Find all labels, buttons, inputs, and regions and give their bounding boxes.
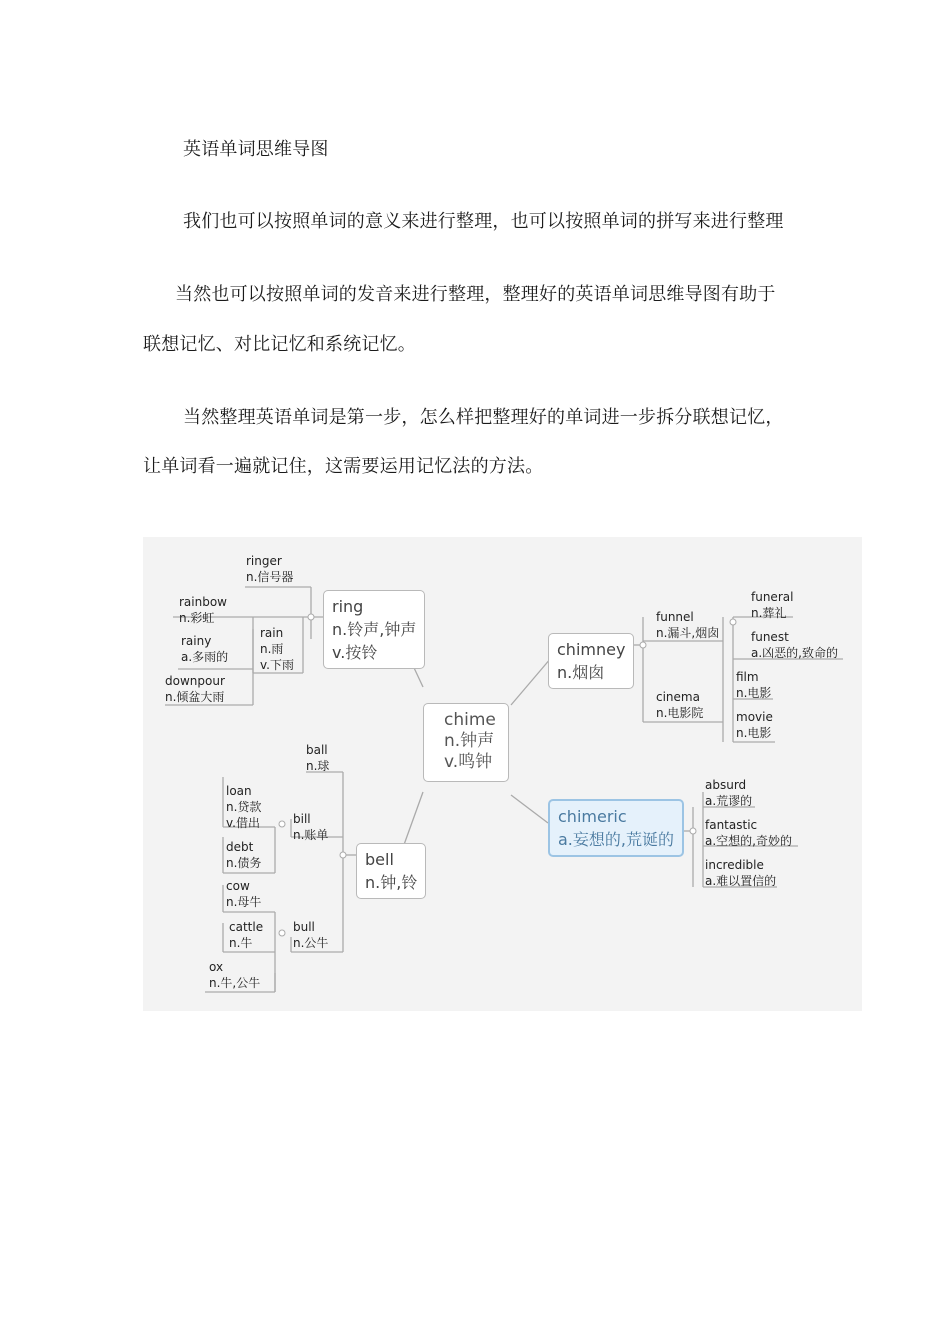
node-chimney-word: chimney: [557, 640, 626, 659]
node-bell-meaning: n.钟,铃: [365, 873, 418, 892]
node-chimney: [548, 633, 634, 689]
node-ox: ox n.牛,公牛: [209, 960, 261, 990]
node-chime: [423, 703, 509, 782]
node-loan: loan n.贷款 v.借出: [226, 784, 262, 830]
node-ring-word: ring: [332, 597, 364, 616]
node-debt: debt n.债务: [226, 840, 262, 870]
node-fantastic: fantastic a.空想的,奇妙的: [705, 818, 792, 848]
node-funest: funest a.凶恶的,致命的: [751, 630, 838, 660]
node-chimeric-word: chimeric: [558, 807, 627, 826]
paragraph-3-line-2: 让单词看一遍就记住，这需要运用记忆法的方法。: [143, 456, 544, 477]
paragraph-1: 我们也可以按照单词的意义来进行整理，也可以按照单词的拼写来进行整理: [183, 211, 784, 232]
node-cattle: cattle n.牛: [229, 920, 264, 950]
node-rainy: rainy a.多雨的: [181, 634, 229, 664]
node-cinema: cinema n.电影院: [656, 690, 704, 720]
node-funnel: funnel n.漏斗,烟囱: [656, 610, 720, 640]
node-chimney-meaning: n.烟囱: [557, 663, 605, 682]
paragraph-2-line-2: 联想记忆、对比记忆和系统记忆。: [143, 334, 416, 355]
node-ring-meaning-2: v.按铃: [332, 643, 378, 662]
node-chimeric-meaning: a.妄想的,荒诞的: [558, 830, 674, 849]
paragraph-2-line-1: 当然也可以按照单词的发音来进行整理，整理好的英语单词思维导图有助于: [175, 284, 776, 305]
node-chime-meaning-2: v.鸣钟: [444, 752, 493, 772]
paragraph-3-line-1: 当然整理英语单词是第一步，怎么样把整理好的单词进一步拆分联想记忆，: [183, 407, 784, 428]
node-bill: bill n.账单: [293, 812, 329, 842]
node-ring: [323, 590, 425, 669]
mind-map-figure: [143, 537, 862, 1011]
node-ringer: ringer n.信号器: [246, 554, 294, 584]
node-chimeric: [548, 799, 684, 857]
node-cow: cow n.母牛: [226, 879, 262, 909]
node-rain: rain n.雨 v.下雨: [260, 626, 294, 672]
node-downpour: downpour n.倾盆大雨: [165, 674, 225, 704]
node-absurd: absurd a.荒谬的: [705, 778, 753, 808]
node-bull: bull n.公牛: [293, 920, 329, 950]
node-rainbow: rainbow n.彩虹: [179, 595, 227, 625]
node-bell: [356, 843, 426, 899]
heading-mind-map: 英语单词思维导图: [183, 139, 329, 160]
node-movie: movie n.电影: [736, 710, 773, 740]
node-ball: ball n.球: [306, 743, 330, 773]
node-incredible: incredible a.难以置信的: [705, 858, 777, 888]
node-chime-word: chime: [444, 710, 496, 730]
node-funeral: funeral n.葬礼: [751, 590, 794, 620]
node-chime-meaning-1: n.钟声: [444, 731, 495, 751]
node-bell-word: bell: [365, 850, 394, 869]
node-film: film n.电影: [736, 670, 772, 700]
node-ring-meaning-1: n.铃声,钟声: [332, 620, 417, 639]
